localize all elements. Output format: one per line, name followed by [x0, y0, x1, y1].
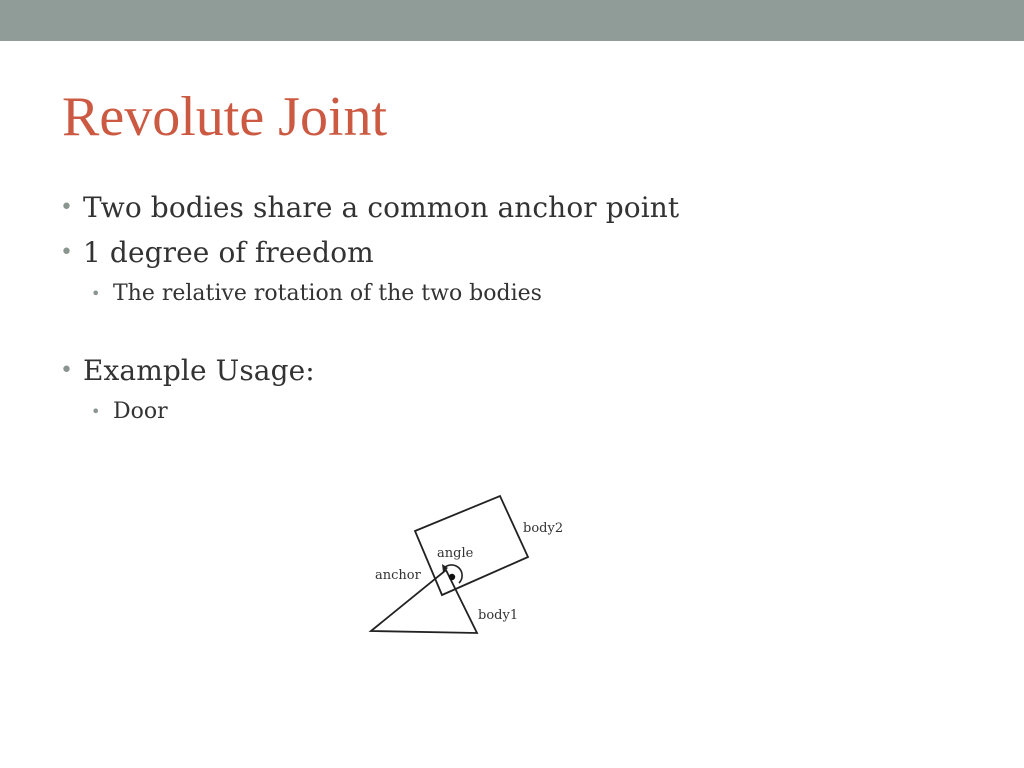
anchor-point-icon	[449, 574, 455, 580]
body2-label: body2	[523, 521, 564, 536]
angle-label: angle	[437, 546, 474, 561]
bullet-item	[60, 348, 960, 393]
sub-bullet-text: Door	[113, 399, 168, 424]
sub-bullet-item	[60, 393, 960, 431]
bullet-list	[60, 185, 960, 431]
bullet-dot-icon: •	[60, 195, 74, 220]
revolute-joint-diagram	[360, 488, 590, 648]
sub-bullet-dot-icon: •	[91, 284, 101, 303]
bullet-text: Example Usage:	[83, 354, 315, 387]
bullet-item	[60, 185, 960, 230]
top-band	[0, 0, 1024, 41]
slide-title: Revolute Joint	[62, 86, 388, 148]
sub-bullet-dot-icon: •	[91, 402, 101, 421]
bullet-dot-icon: •	[60, 358, 74, 383]
spacer	[60, 313, 960, 348]
bullet-item	[60, 230, 960, 275]
diagram-svg	[360, 488, 590, 648]
bullet-dot-icon: •	[60, 240, 74, 265]
anchor-label: anchor	[375, 568, 421, 583]
body1-label: body1	[478, 608, 519, 623]
bullet-text: Two bodies share a common anchor point	[83, 191, 680, 224]
sub-bullet-text: The relative rotation of the two bodies	[113, 281, 542, 306]
bullet-text: 1 degree of freedom	[83, 236, 374, 269]
sub-bullet-item	[60, 275, 960, 313]
